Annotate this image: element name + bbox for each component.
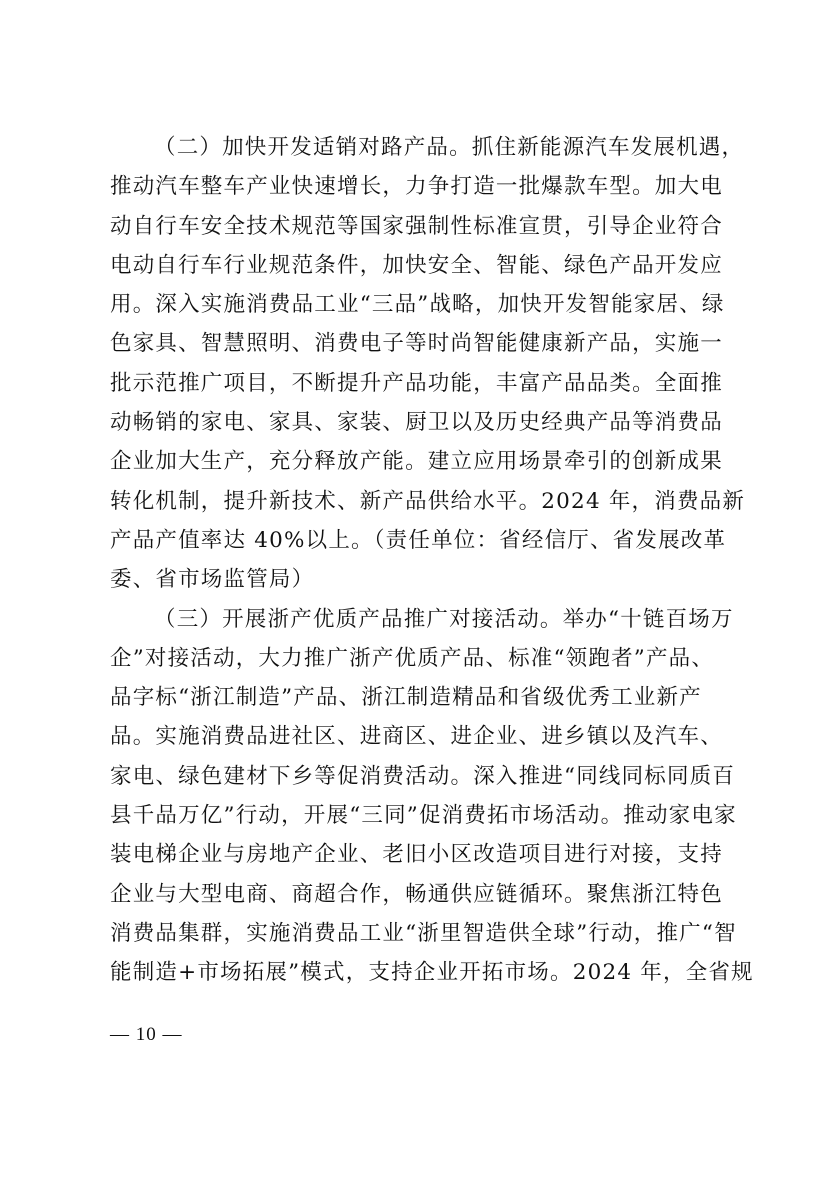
text-line: 县千品万亿”行动，开展“三同”促消费拓市场活动。推动家电家 [110,803,737,829]
text-line: 委、省市场监管局） [110,567,315,593]
paragraph-product-promotion [110,600,754,993]
text-line: 电动自行车行业规范条件，加快安全、智能、绿色产品开发应 [110,252,723,278]
document-body [110,128,754,993]
text-line: 产品产值率达 40%以上。（责任单位：省经信厅、省发展改革 [110,527,727,553]
text-line: 品。实施消费品进社区、进商区、进企业、进乡镇以及汽车、 [110,724,723,750]
text-line: 动畅销的家电、家具、家装、厨卫以及历史经典产品等消费品 [110,410,723,436]
text-line: （三）开展浙产优质产品推广对接活动。举办“十链百场万 [154,606,734,632]
text-line: 推动汽车整车产业快速增长，力争打造一批爆款车型。加大电 [110,174,723,200]
text-line: 企”对接活动，大力推广浙产优质产品、标准“领跑者”产品、 [110,645,715,671]
text-line: 动自行车安全技术规范等国家强制性标准宣贯，引导企业符合 [110,213,723,239]
text-line: 批示范推广项目，不断提升产品功能，丰富产品品类。全面推 [110,370,723,396]
text-line: 家电、绿色建材下乡等促消费活动。深入推进“同线同标同质百 [110,763,736,789]
text-line: 用。深入实施消费品工业“三品”战略，加快开发智能家居、绿 [110,292,725,318]
page-number: — 10 — [110,1024,183,1045]
paragraph-product-development [110,128,746,600]
text-line: 企业与大型电商、商超合作，畅通供应链循环。聚焦浙江特色 [110,881,723,907]
text-line: 转化机制，提升新技术、新产品供给水平。2024 年，消费品新 [110,488,746,514]
text-line: 企业加大生产，充分释放产能。建立应用场景牵引的创新成果 [110,449,723,475]
text-line: （二）加快开发适销对路产品。抓住新能源汽车发展机遇， [154,135,745,160]
text-line: 色家具、智慧照明、消费电子等时尚智能健康新产品，实施一 [110,331,723,357]
text-line: 消费品集群，实施消费品工业“浙里智造供全球”行动，推广“智 [110,920,737,946]
text-line: 能制造+市场拓展”模式，支持企业开拓市场。2024 年，全省规 [110,960,754,986]
text-line: 品字标“浙江制造”产品、浙江制造精品和省级优秀工业新产 [110,685,702,711]
text-line: 装电梯企业与房地产企业、老旧小区改造项目进行对接，支持 [110,842,723,868]
